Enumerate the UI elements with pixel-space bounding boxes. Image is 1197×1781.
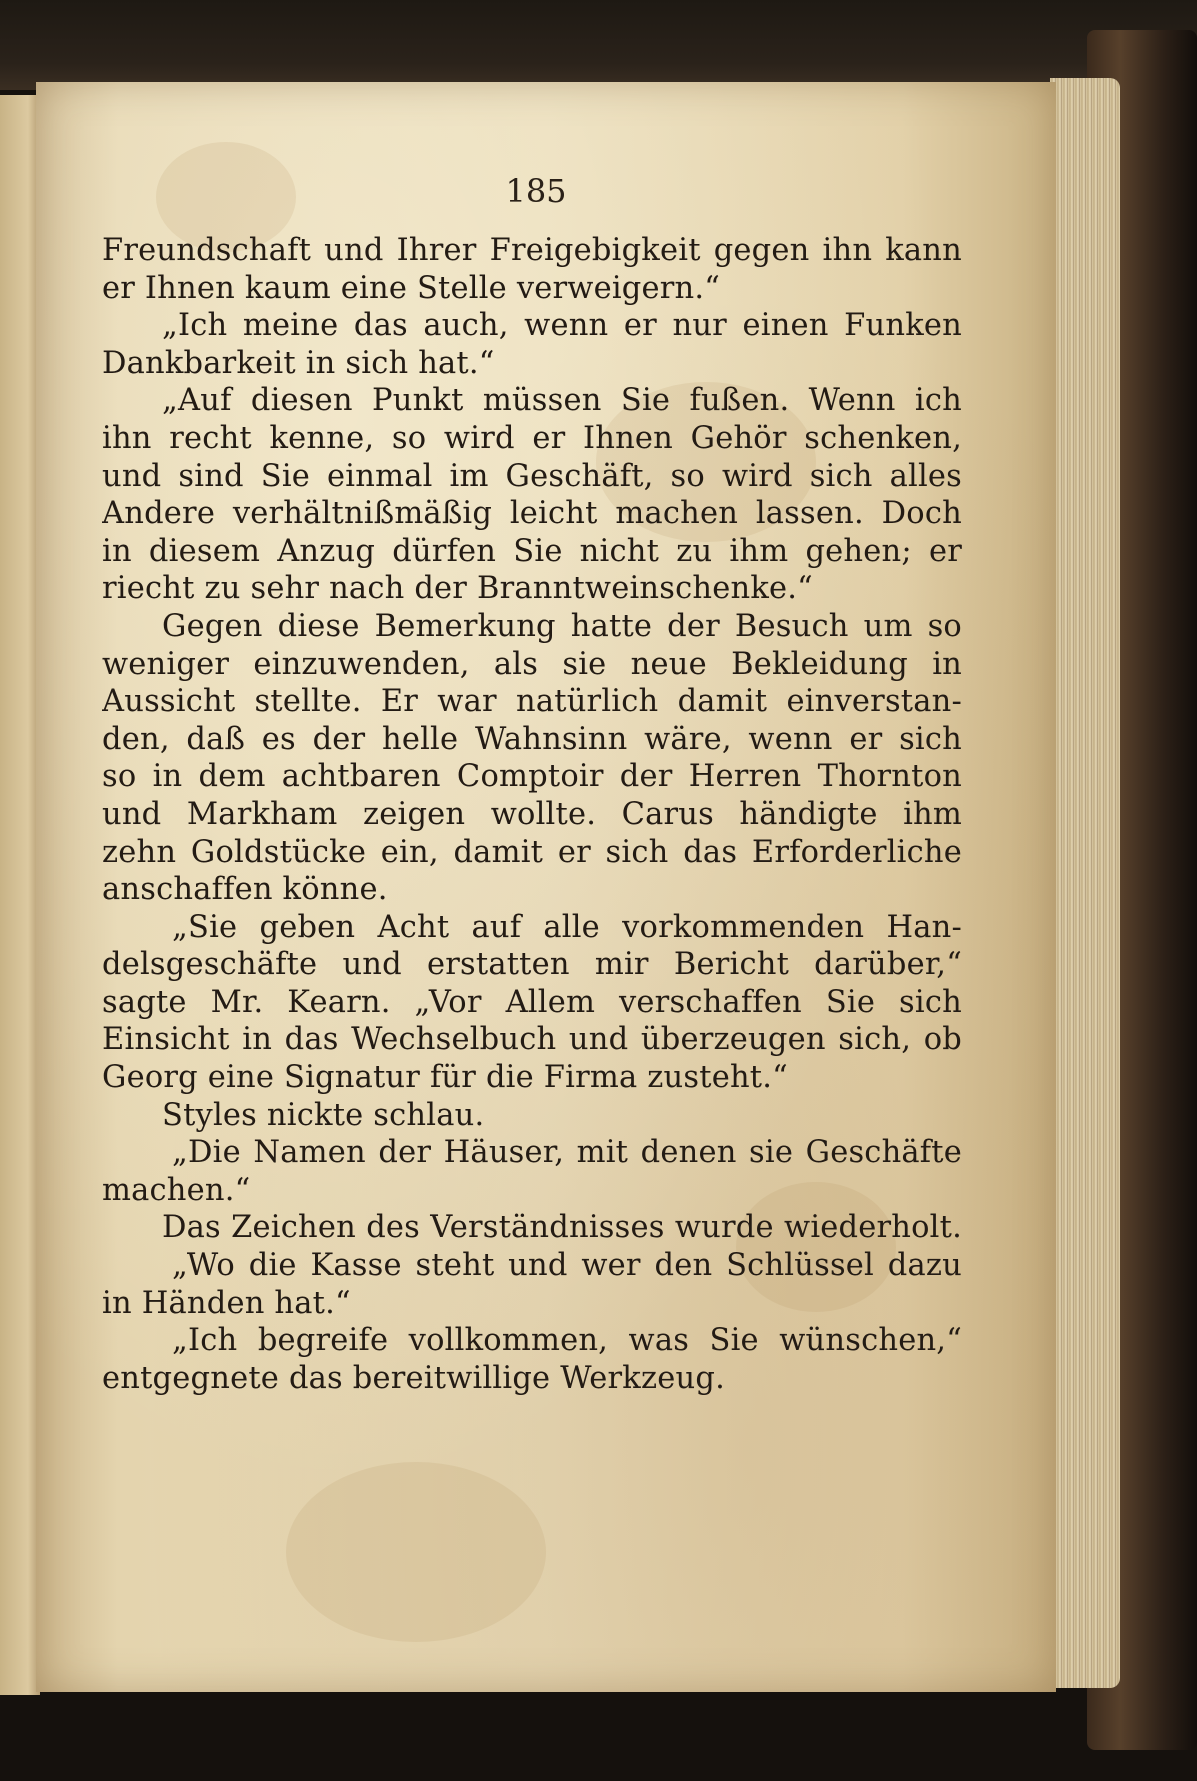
text-line: „Auf diesen Punkt müssen Sie fußen. Wenn ich: [162, 383, 962, 419]
text-line: und Markham zeigen wollte. Carus händigte ihm: [102, 796, 962, 832]
text-line: so in dem achtbaren Comptoir der Herren Thornton: [102, 759, 962, 795]
text-line: Dankbarkeit in sich hat.“: [102, 345, 495, 381]
text-line: „Ich begreife vollkommen, was Sie wünschen,“: [172, 1323, 962, 1359]
text-line: anschaffen könne.: [102, 872, 388, 908]
text-line: machen.“: [102, 1172, 251, 1208]
text-line: den, daß es der helle Wahnsinn wäre, wenn er sich: [102, 721, 962, 757]
book-cover-top: [0, 0, 1197, 90]
text-line: weniger einzuwenden, als sie neue Bekleidung in: [102, 646, 962, 682]
text-line: „Wo die Kasse steht und wer den Schlüssel dazu: [172, 1248, 962, 1284]
text-line: Styles nickte schlau.: [162, 1097, 485, 1133]
text-line: ihn recht kenne, so wird er Ihnen Gehör schenken,: [102, 420, 962, 456]
paper-stain: [286, 1462, 546, 1642]
text-line: Einsicht in das Wechselbuch und überzeugen sich, ob: [102, 1022, 962, 1058]
text-line: riecht zu sehr nach der Branntweinschenke.“: [102, 571, 813, 607]
text-line: „Ich meine das auch, wenn er nur einen Funken: [162, 308, 962, 344]
text-line: er Ihnen kaum eine Stelle verweigern.“: [102, 270, 721, 306]
text-line: entgegnete das bereitwillige Werkzeug.: [102, 1360, 725, 1396]
text-line: delsgeschäfte und erstatten mir Bericht darüber,“: [102, 947, 962, 983]
book-page: [36, 82, 1056, 1692]
text-line: in diesem Anzug dürfen Sie nicht zu ihm gehen; er: [102, 533, 962, 569]
text-line: zehn Goldstücke ein, damit er sich das Erforderliche: [102, 834, 962, 870]
text-line: Aussicht stellte. Er war natürlich damit einverstan-: [102, 684, 962, 720]
text-line: „Sie geben Acht auf alle vorkommenden Han-: [172, 909, 962, 945]
text-line: Andere verhältnißmäßig leicht machen lassen. Doch: [102, 496, 962, 532]
text-line: Georg eine Signatur für die Firma zusteht.“: [102, 1060, 788, 1096]
text-line: in Händen hat.“: [102, 1285, 351, 1321]
left-page-edge: [0, 95, 40, 1695]
body-text: [102, 232, 962, 1397]
text-line: „Die Namen der Häuser, mit denen sie Geschäfte: [172, 1135, 962, 1171]
page-edges-stack: [1050, 78, 1120, 1688]
text-line: Das Zeichen des Verständnisses wurde wiederholt.: [162, 1210, 962, 1246]
text-line: sagte Mr. Kearn. „Vor Allem verschaffen Sie sich: [102, 984, 962, 1020]
text-line: Freundschaft und Ihrer Freigebigkeit gegen ihn kann: [102, 233, 962, 268]
text-line: und sind Sie einmal im Geschäft, so wird sich alles: [102, 458, 962, 494]
page-number: 185: [505, 172, 567, 210]
text-line: Gegen diese Bemerkung hatte der Besuch um so: [162, 608, 962, 644]
